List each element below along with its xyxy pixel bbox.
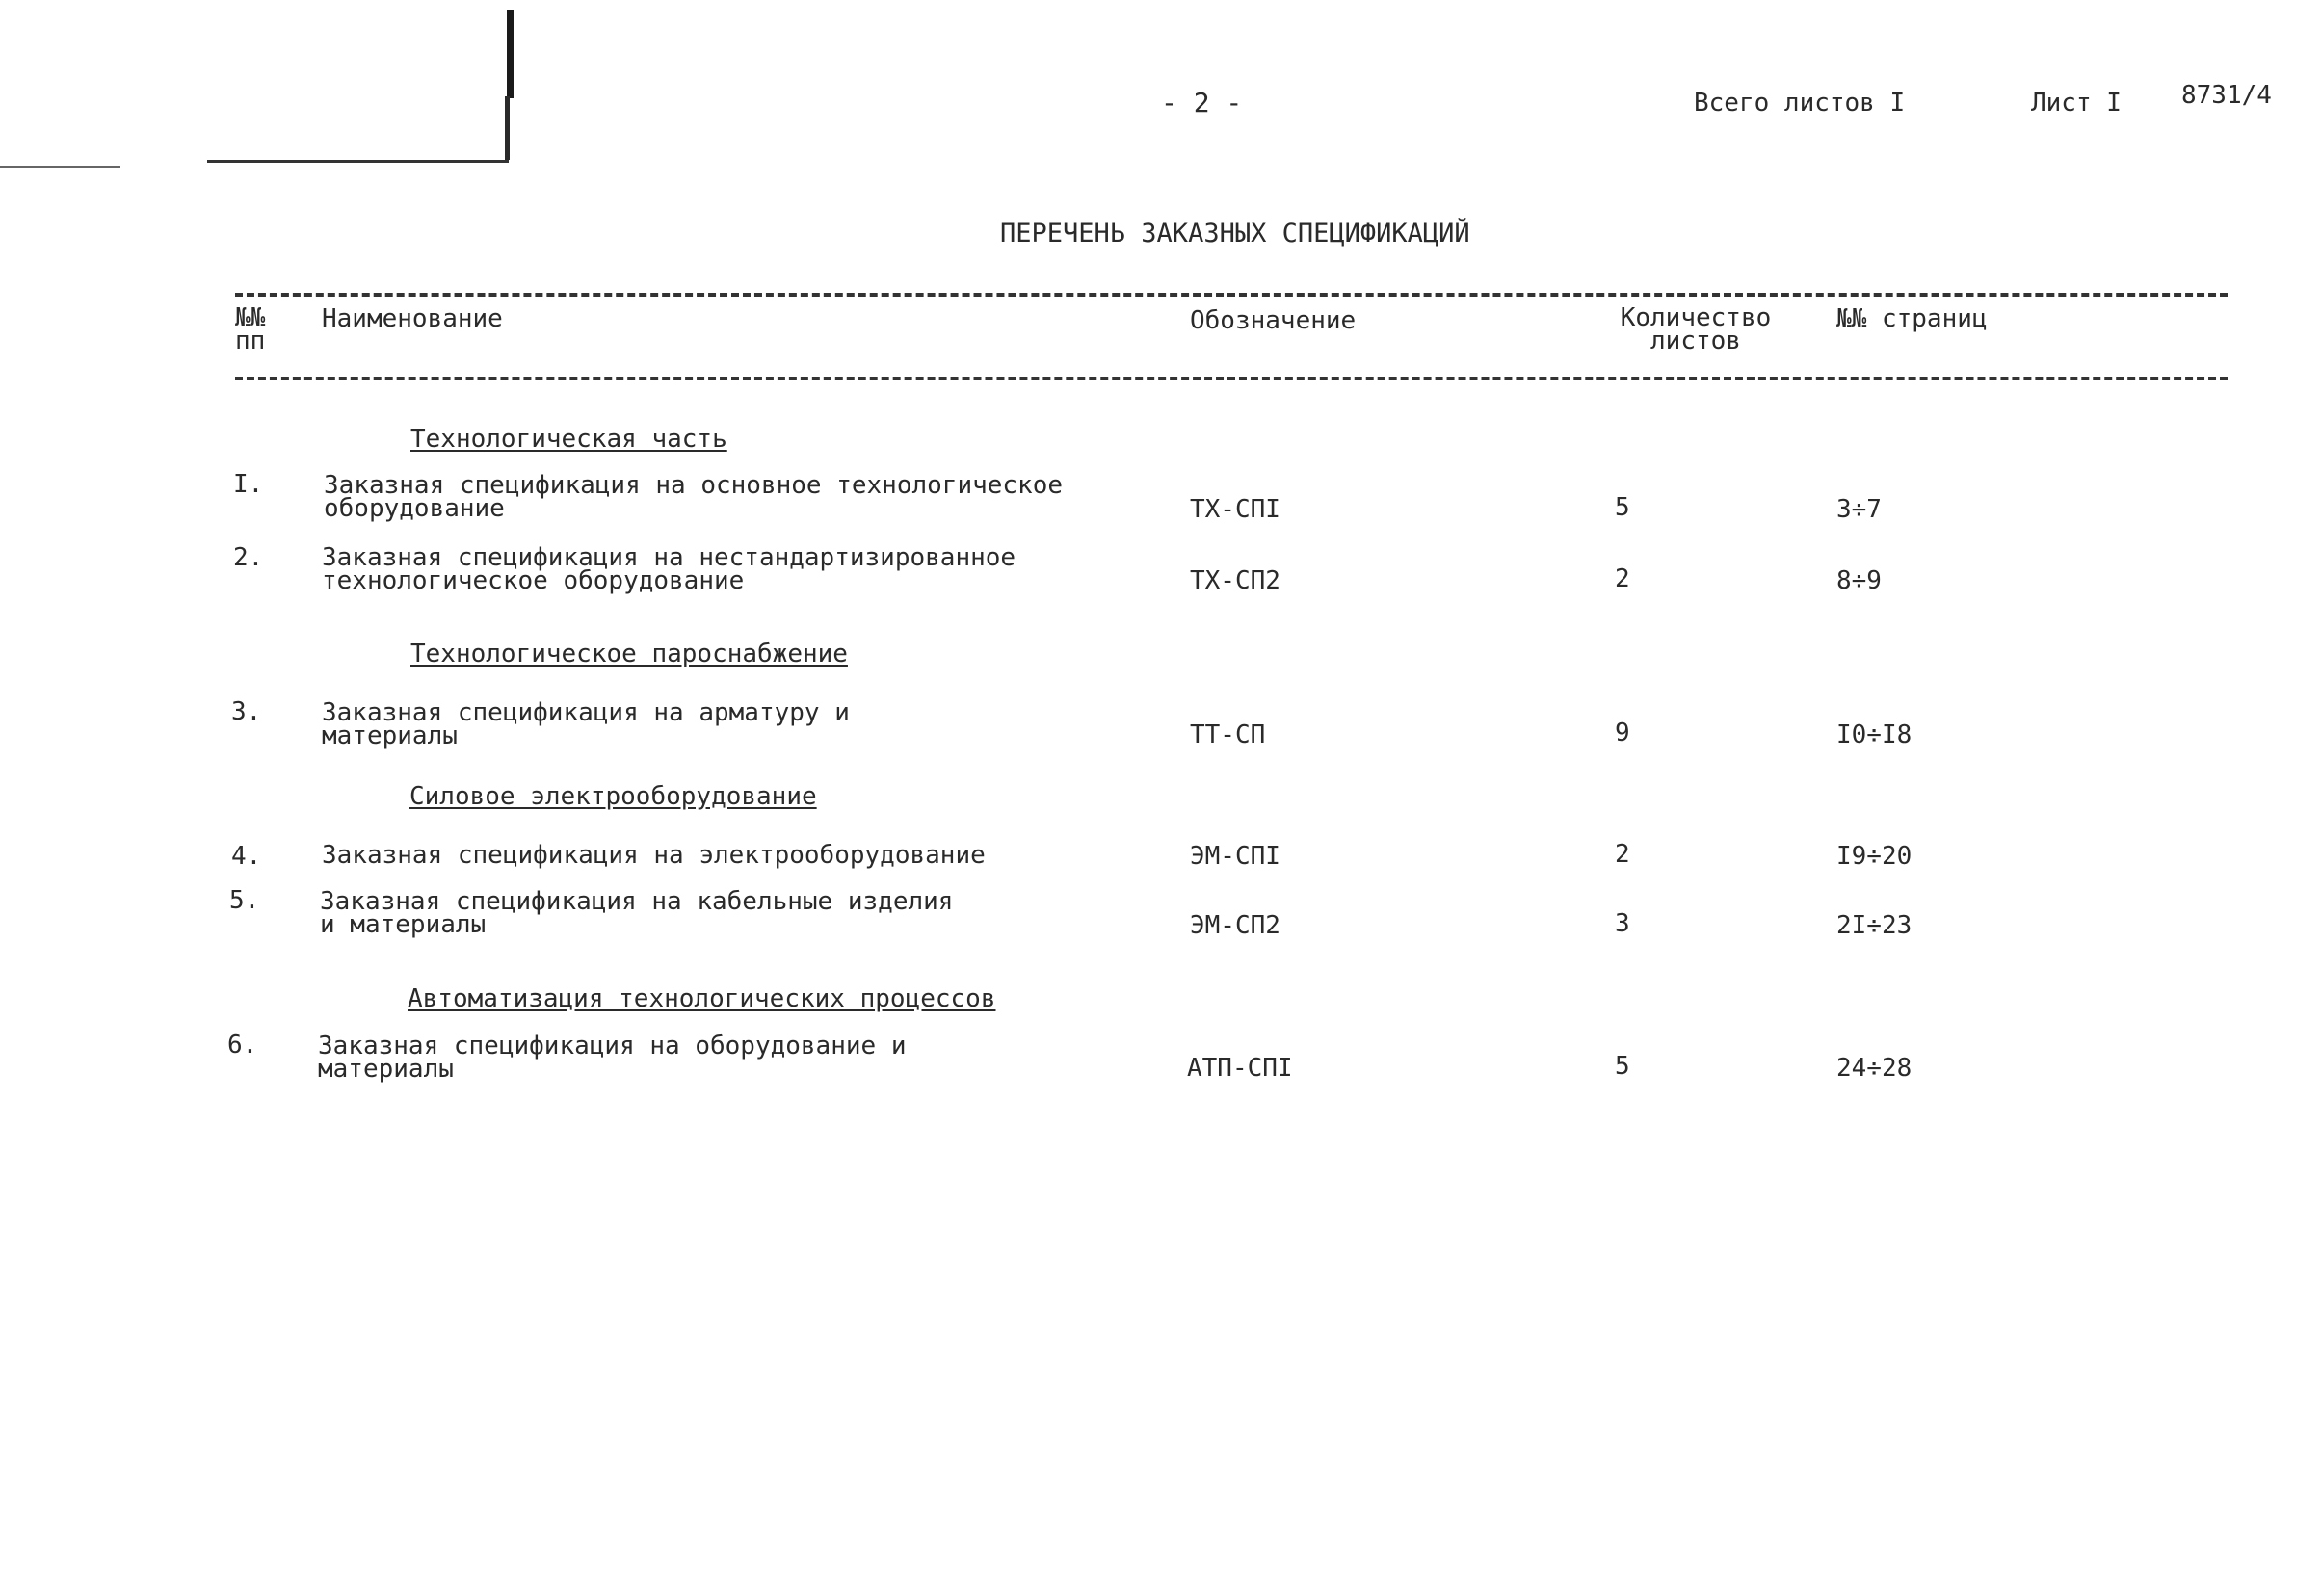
- scan-mark-vertical: [507, 10, 514, 98]
- header-rule-top: [235, 293, 2228, 297]
- row-name-line2: материалы: [318, 1055, 454, 1084]
- section-heading: Силовое электрооборудование: [409, 782, 817, 811]
- row-name-line2: материалы: [322, 721, 458, 750]
- row-number: 3.: [231, 697, 262, 726]
- column-header-number-line2: пп: [235, 327, 266, 355]
- row-number: 5.: [229, 886, 260, 915]
- scan-mark-horizontal-left: [0, 166, 120, 168]
- page-title: ПЕРЕЧЕНЬ ЗАКАЗНЫХ СПЕЦИФИКАЦИЙ: [1000, 219, 1470, 249]
- row-name-line2: технологическое оборудование: [322, 566, 745, 595]
- row-sheet-count: 5: [1615, 493, 1630, 522]
- row-sheet-count: 2: [1615, 564, 1630, 593]
- column-header-pages: №№ страниц: [1836, 304, 1988, 333]
- column-header-sheet-count-line1: Количество: [1620, 303, 1772, 332]
- row-designation: ЭМ-СПI: [1190, 842, 1280, 871]
- row-designation: АТП-СПI: [1187, 1054, 1293, 1083]
- row-number: I.: [233, 470, 264, 499]
- scan-mark-horizontal: [207, 160, 509, 163]
- row-name-line1: Заказная спецификация на арматуру и: [322, 698, 850, 727]
- total-sheets: Всего листов I: [1694, 89, 1906, 118]
- column-header-sheet-count-line2: листов: [1650, 327, 1741, 355]
- section-heading: Технологическая часть: [410, 425, 727, 454]
- row-name-line2: и материалы: [320, 910, 487, 939]
- row-name: [324, 471, 1064, 523]
- section-heading: Автоматизация технологических процессов: [408, 984, 996, 1013]
- row-pages: I9÷20: [1836, 842, 1913, 871]
- row-name-line1: Заказная спецификация на кабельные изделия: [320, 887, 954, 916]
- row-pages: I0÷I8: [1836, 720, 1913, 749]
- row-name-line2: оборудование: [324, 494, 505, 523]
- row-sheet-count: 3: [1615, 909, 1630, 938]
- sheet-number: Лист I: [2031, 89, 2122, 118]
- row-pages: 3÷7: [1836, 495, 1882, 524]
- row-name: [318, 1032, 907, 1084]
- row-name: [322, 698, 850, 750]
- scan-mark-vertical-lower: [505, 96, 510, 160]
- row-designation: ТХ-СП2: [1190, 566, 1280, 595]
- row-designation: ЭМ-СП2: [1190, 911, 1280, 940]
- row-sheet-count: 2: [1615, 840, 1630, 869]
- column-header-sheet-count: [1619, 303, 1773, 355]
- row-name: [320, 887, 954, 939]
- column-header-number-line1: №№: [235, 303, 266, 332]
- row-pages: 24÷28: [1836, 1054, 1913, 1083]
- row-sheet-count: 9: [1615, 719, 1630, 747]
- row-designation: ТТ-СП: [1190, 720, 1266, 749]
- row-name-line1: Заказная спецификация на нестандартизированное: [322, 543, 1016, 572]
- column-header-designation: Обозначение: [1190, 306, 1357, 335]
- column-header-name: Наименование: [322, 304, 503, 333]
- row-name: [322, 543, 1016, 595]
- row-pages: 8÷9: [1836, 566, 1882, 595]
- row-number: 4.: [231, 842, 262, 871]
- column-header-number: [235, 303, 266, 355]
- row-name-line1: Заказная спецификация на электрооборудование: [322, 841, 986, 870]
- row-number: 2.: [233, 543, 264, 572]
- row-name: [322, 841, 986, 870]
- section-heading: Технологическое пароснабжение: [410, 640, 848, 668]
- row-designation: ТХ-СПI: [1190, 495, 1280, 524]
- row-pages: 2I÷23: [1836, 911, 1913, 940]
- document-number: 8731/4: [2181, 81, 2272, 110]
- row-name-line1: Заказная спецификация на основное технологическое: [324, 471, 1064, 500]
- row-number: 6.: [227, 1031, 258, 1060]
- page-number-mark: - 2 -: [1161, 87, 1243, 118]
- row-name-line1: Заказная спецификация на оборудование и: [318, 1032, 907, 1060]
- row-sheet-count: 5: [1615, 1052, 1630, 1081]
- header-rule-bottom: [235, 377, 2228, 380]
